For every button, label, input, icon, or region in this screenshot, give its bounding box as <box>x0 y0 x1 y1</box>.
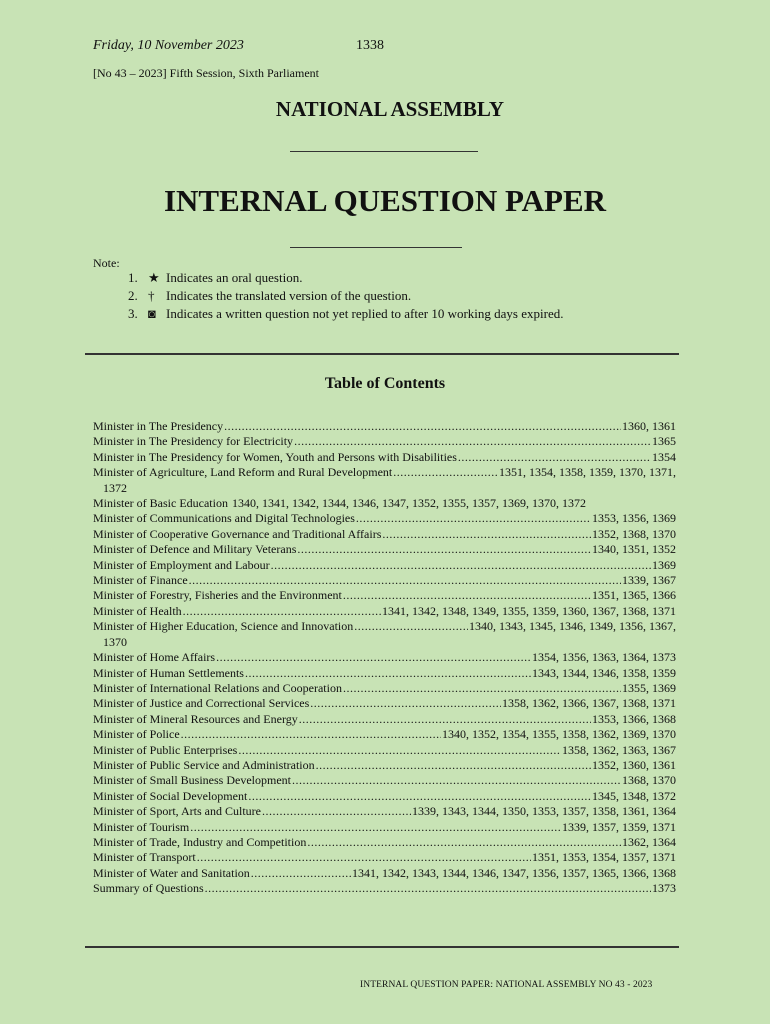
toc-entry-name: Minister of Tourism <box>93 819 190 834</box>
dot-leader <box>382 527 591 542</box>
toc-entry[interactable] <box>93 542 676 557</box>
toc-entry-name: Summary of Questions <box>93 881 204 896</box>
toc-entry[interactable] <box>93 465 676 480</box>
toc-entry[interactable] <box>93 527 676 542</box>
toc-entry[interactable] <box>93 558 676 573</box>
dot-leader <box>216 650 531 665</box>
toc-entry-pages-continued: 1372 <box>103 480 127 495</box>
dot-leader <box>181 727 441 742</box>
page-number: 1338 <box>356 38 384 53</box>
star-icon: ★ <box>148 270 160 285</box>
toc-entry-name: Minister of Transport <box>93 850 196 865</box>
inverse-circle-icon: ◙ <box>148 306 156 321</box>
toc-entry[interactable] <box>93 804 676 819</box>
note-text: Indicates the translated version of the question. <box>166 288 412 303</box>
toc-entry[interactable] <box>93 619 676 634</box>
dot-leader <box>183 604 381 619</box>
dot-leader <box>189 573 621 588</box>
toc-entry-name: Minister in The Presidency for Electricity <box>93 434 294 449</box>
toc-entry[interactable] <box>93 881 676 896</box>
toc-entry-pages: 1351, 1365, 1366 <box>592 588 676 603</box>
dot-leader <box>297 542 591 557</box>
toc-entry[interactable] <box>93 712 676 727</box>
toc-entry-pages: 1339, 1367 <box>622 573 676 588</box>
toc-entry-name: Minister of Health <box>93 603 182 618</box>
note-number: 3. <box>128 306 138 321</box>
dot-leader <box>205 881 651 896</box>
note-text: Indicates an oral question. <box>166 270 303 285</box>
dot-leader <box>310 696 501 711</box>
toc-entry[interactable] <box>93 650 676 665</box>
toc-entry-pages: 1369 <box>652 557 676 572</box>
toc-entry-pages: 1352, 1368, 1370 <box>592 526 676 541</box>
toc-entry-pages: 1360, 1361 <box>622 419 676 433</box>
toc-entry-name: Minister of Trade, Industry and Competition <box>93 834 307 849</box>
toc-entry-name: Minister of Finance <box>93 573 188 588</box>
toc-entry[interactable] <box>93 789 676 804</box>
dot-leader <box>262 804 411 819</box>
toc-entry[interactable] <box>93 511 676 526</box>
toc-entry-name: Minister of Small Business Development <box>93 773 291 788</box>
note-text: Indicates a written question not yet replied to after 10 working days expired. <box>166 306 564 321</box>
toc-entry[interactable] <box>93 450 676 465</box>
toc-entry[interactable] <box>93 835 676 850</box>
toc-entry-pages: 1341, 1342, 1348, 1349, 1355, 1359, 1360, 1367, 1368, 1371 <box>382 603 676 618</box>
dot-leader <box>393 465 498 480</box>
toc-entry-pages: 1339, 1357, 1359, 1371 <box>562 819 676 834</box>
dot-leader <box>190 820 561 835</box>
toc-entry-name: Minister of Social Development <box>93 788 248 803</box>
dot-leader <box>299 712 591 727</box>
toc-entry[interactable] <box>93 820 676 835</box>
dot-leader <box>224 419 621 434</box>
dot-leader <box>197 850 531 865</box>
toc-entry[interactable] <box>93 666 676 681</box>
toc-entry-name: Minister in The Presidency <box>93 419 224 433</box>
dot-leader <box>294 434 651 449</box>
toc-entry-name: Minister of Public Enterprises <box>93 742 238 757</box>
toc-entry[interactable] <box>93 696 676 711</box>
notes-list <box>128 269 563 323</box>
dot-leader <box>343 588 591 603</box>
toc-entry[interactable] <box>93 604 676 619</box>
toc-entry-pages: 1358, 1362, 1366, 1367, 1368, 1371 <box>502 696 676 711</box>
toc-entry-pages: 1358, 1362, 1363, 1367 <box>562 742 676 757</box>
toc-entry-name: Minister of Basic Education <box>93 496 228 511</box>
toc-entry-pages: 1353, 1356, 1369 <box>592 511 676 526</box>
toc-entry-name: Minister of Cooperative Governance and Traditional Affairs <box>93 526 382 541</box>
toc-entry-name: Minister of Public Service and Administration <box>93 757 315 772</box>
toc-entry[interactable] <box>93 850 676 865</box>
toc-entry-pages: 1351, 1353, 1354, 1357, 1371 <box>532 850 676 865</box>
toc-entry[interactable] <box>93 588 676 603</box>
toc-entry[interactable] <box>93 496 676 511</box>
table-of-contents <box>93 419 676 897</box>
page-footer: INTERNAL QUESTION PAPER: NATIONAL ASSEMBLY NO 43 - 2023 <box>360 980 653 990</box>
toc-entry-pages: 1340, 1343, 1345, 1346, 1349, 1356, 1367, <box>469 619 676 634</box>
page-title: INTERNAL QUESTION PAPER <box>163 183 607 218</box>
section-divider <box>85 353 679 355</box>
note-number: 1. <box>128 270 138 285</box>
toc-entry[interactable] <box>93 773 676 788</box>
dot-leader <box>458 450 651 465</box>
assembly-heading: NATIONAL ASSEMBLY <box>275 97 505 121</box>
toc-entry-pages: 1340, 1351, 1352 <box>592 542 676 557</box>
toc-entry-pages: 1355, 1369 <box>622 680 676 695</box>
dot-leader <box>271 558 651 573</box>
toc-entry-pages: 1351, 1354, 1358, 1359, 1370, 1371, <box>499 465 676 480</box>
toc-entry-name: Minister in The Presidency for Women, Youth and Persons with Disabilities <box>93 449 457 464</box>
dot-leader <box>238 743 561 758</box>
toc-entry-name: Minister of Mineral Resources and Energy <box>93 711 298 726</box>
toc-entry-name: Minister of Home Affairs <box>93 650 216 665</box>
dot-leader <box>292 773 621 788</box>
toc-entry-pages: 1339, 1343, 1344, 1350, 1353, 1357, 1358, 1361, 1364 <box>412 804 676 819</box>
toc-entry[interactable] <box>93 681 676 696</box>
toc-entry-name: Minister of Employment and Labour <box>93 557 270 572</box>
dot-leader <box>343 681 621 696</box>
dot-leader <box>354 619 468 634</box>
toc-entry-pages: 1365 <box>652 434 676 449</box>
toc-entry-pages: 1354, 1356, 1363, 1364, 1373 <box>532 650 676 665</box>
toc-entry-pages: 1340, 1341, 1342, 1344, 1346, 1347, 1352, 1355, 1357, 1369, 1370, 1372 <box>231 496 586 511</box>
note-label: Note: <box>93 256 120 270</box>
toc-entry-name: Minister of Police <box>93 727 180 742</box>
toc-entry-pages: 1352, 1360, 1361 <box>592 757 676 772</box>
toc-entry-name: Minister of International Relations and Cooperation <box>93 680 342 695</box>
toc-entry-pages: 1343, 1344, 1346, 1358, 1359 <box>532 665 676 680</box>
note-number: 2. <box>128 288 138 303</box>
header-date: Friday, 10 November 2023 <box>93 38 244 53</box>
toc-entry-pages: 1354 <box>652 449 676 464</box>
toc-entry-name: Minister of Justice and Correctional Services <box>93 696 310 711</box>
dot-leader <box>307 835 621 850</box>
toc-entry-pages: 1341, 1342, 1343, 1344, 1346, 1347, 1356, 1357, 1365, 1366, 1368 <box>352 865 676 880</box>
note-item <box>128 269 563 287</box>
toc-entry[interactable] <box>93 866 676 881</box>
toc-entry[interactable] <box>93 434 676 449</box>
toc-entry-pages-continued: 1370 <box>103 634 127 649</box>
toc-entry-pages: 1345, 1348, 1372 <box>592 788 676 803</box>
toc-title: Table of Contents <box>324 375 446 392</box>
toc-entry[interactable] <box>93 758 676 773</box>
dot-leader <box>248 789 591 804</box>
note-item <box>128 287 563 305</box>
toc-entry-name: Minister of Higher Education, Science and Innovation <box>93 619 354 634</box>
divider-short <box>290 151 478 152</box>
dot-leader <box>245 666 531 681</box>
toc-entry[interactable] <box>93 419 676 434</box>
dot-leader <box>251 866 351 881</box>
section-divider <box>85 946 679 948</box>
toc-entry-name: Minister of Agriculture, Land Reform and Rural Development <box>93 465 393 480</box>
toc-entry-name: Minister of Human Settlements <box>93 665 244 680</box>
dagger-icon: † <box>148 288 155 303</box>
toc-entry-name: Minister of Forestry, Fisheries and the Environment <box>93 588 342 603</box>
toc-entry-pages: 1368, 1370 <box>622 773 676 788</box>
toc-entry-name: Minister of Communications and Digital Technologies <box>93 511 355 526</box>
toc-entry-name: Minister of Defence and Military Veterans <box>93 542 297 557</box>
divider-short <box>290 247 462 248</box>
toc-entry-pages: 1373 <box>652 881 676 896</box>
note-item <box>128 305 563 323</box>
toc-entry[interactable] <box>93 573 676 588</box>
toc-entry[interactable] <box>93 743 676 758</box>
toc-entry-pages: 1340, 1352, 1354, 1355, 1358, 1362, 1369, 1370 <box>442 727 676 742</box>
toc-entry[interactable] <box>93 727 676 742</box>
dot-leader <box>316 758 591 773</box>
toc-entry-pages: 1353, 1366, 1368 <box>592 711 676 726</box>
session-info: [No 43 – 2023] Fifth Session, Sixth Parliament <box>93 66 319 80</box>
toc-entry-name: Minister of Sport, Arts and Culture <box>93 804 261 819</box>
dot-leader <box>356 511 591 526</box>
toc-entry-pages: 1362, 1364 <box>622 834 676 849</box>
toc-entry-name: Minister of Water and Sanitation <box>93 865 250 880</box>
